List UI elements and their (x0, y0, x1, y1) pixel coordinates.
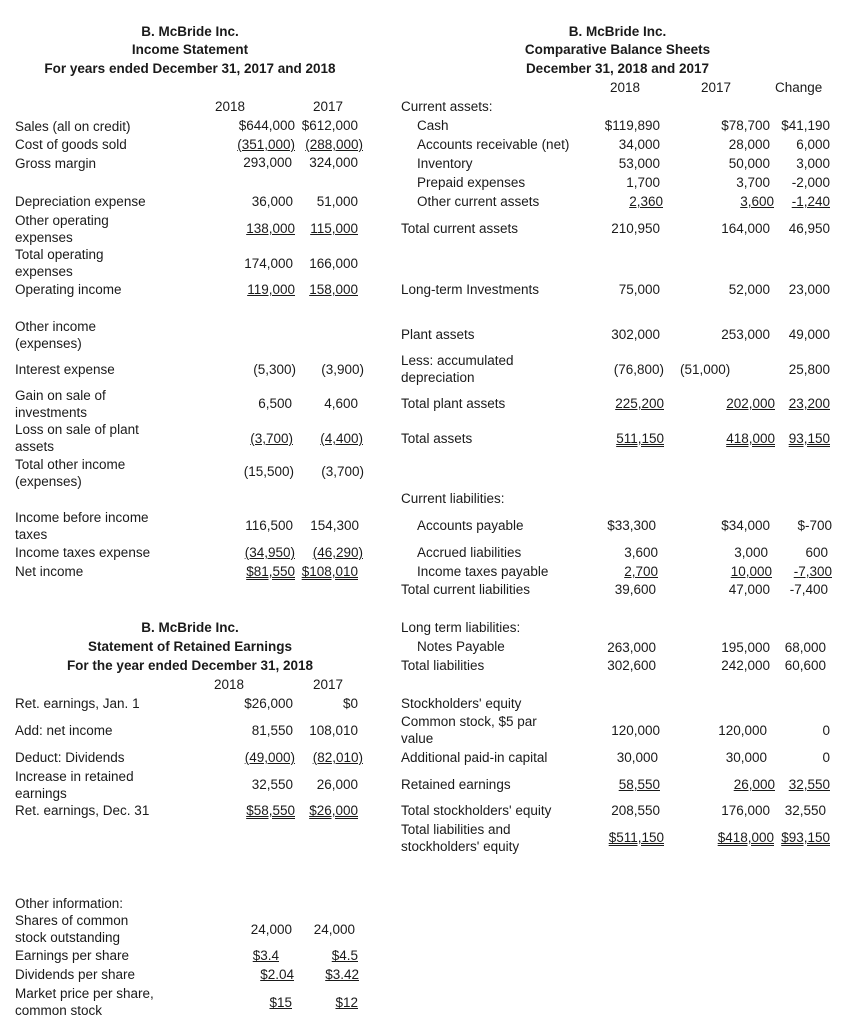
bs-2018-accum-depr: (76,800) (613, 362, 664, 377)
re-period: For the year ended December 31, 2018 (66, 658, 314, 673)
bs-2018-accrued: 3,600 (624, 545, 658, 560)
bs-2017-plant-assets: 253,000 (721, 327, 770, 342)
is-label-depreciation: Depreciation expense (15, 194, 146, 209)
bs-2017-inventory: 50,000 (728, 156, 770, 171)
bs-col-change: Change (775, 80, 823, 95)
oi-label-shares: Shares of common stock outstanding (15, 913, 129, 945)
is-label-total-operating: Total operating expenses (15, 247, 104, 279)
bs-2018-total-current-liab: 39,600 (614, 582, 656, 597)
bs-2018-ap: $33,300 (607, 518, 656, 533)
re-col-2017: 2017 (313, 677, 344, 692)
bs-2018-ar: 34,000 (618, 137, 660, 152)
re-company: B. McBride Inc. (141, 620, 239, 635)
oi-2017-eps: $4.5 (331, 948, 358, 963)
is-2018-total-other: (15,500) (243, 464, 294, 479)
is-2018-interest: (5,300) (253, 362, 296, 377)
bs-2017-lt-investments: 52,000 (728, 282, 770, 297)
bs-label-other-current: Other current assets (417, 194, 540, 209)
re-2017-dividends: (82,010) (312, 750, 363, 765)
bs-label-accrued: Accrued liabilities (417, 545, 522, 560)
bs-change-taxes-payable: -7,300 (793, 564, 832, 579)
bs-change-accrued: 600 (805, 545, 828, 560)
bs-2017-total-liabilities: 242,000 (721, 658, 770, 673)
bs-change-ap: $-700 (797, 518, 832, 533)
bs-2018-retained-earnings: 58,550 (618, 777, 660, 792)
bs-change-total-liabilities: 60,600 (784, 658, 826, 673)
bs-change-total-liab-se: $93,150 (781, 830, 830, 845)
bs-label-total-assets: Total assets (401, 431, 473, 446)
is-label-interest: Interest expense (15, 362, 115, 377)
is-2017-income-before-taxes: 154,300 (310, 518, 359, 533)
is-company: B. McBride Inc. (141, 24, 239, 39)
is-2017-income-taxes: (46,290) (312, 545, 363, 560)
bs-label-ar: Accounts receivable (net) (417, 137, 570, 152)
is-2017-sales: $612,000 (301, 118, 358, 133)
bs-2017-cash: $78,700 (721, 118, 770, 133)
bs-2018-notes-payable: 263,000 (607, 640, 656, 655)
oi-label-dps: Dividends per share (15, 967, 136, 982)
re-2017-dec31: $26,000 (309, 803, 358, 818)
is-2017-depreciation: 51,000 (316, 194, 358, 209)
bs-label-total-current-assets: Total current assets (401, 221, 519, 236)
oi-2018-market-price: $15 (269, 995, 292, 1010)
bs-2018-total-current-assets: 210,950 (611, 221, 660, 236)
re-2017-net-income: 108,010 (309, 723, 358, 738)
re-2018-net-income: 81,550 (251, 723, 293, 738)
is-period: For years ended December 31, 2017 and 2018 (44, 61, 336, 76)
is-2018-other-operating: 138,000 (246, 221, 295, 236)
is-label-operating-income: Operating income (15, 282, 122, 297)
bs-2017-notes-payable: 195,000 (721, 640, 770, 655)
re-2017-increase: 26,000 (316, 777, 358, 792)
bs-change-apic: 0 (822, 750, 830, 765)
bs-label-total-liabilities: Total liabilities (401, 658, 485, 673)
is-label-net-income: Net income (15, 564, 84, 579)
is-2018-operating-income: 119,000 (247, 282, 295, 297)
bs-2017-accrued: 3,000 (734, 545, 768, 560)
oi-2017-market-price: $12 (335, 995, 358, 1010)
is-2018-loss-sale: (3,700) (250, 431, 293, 446)
is-2017-other-operating: 115,000 (310, 221, 358, 236)
is-2017-total-other: (3,700) (321, 464, 364, 479)
is-2017-interest: (3,900) (321, 362, 364, 377)
bs-label-total-current-liab: Total current liabilities (401, 582, 531, 597)
bs-period: December 31, 2018 and 2017 (525, 61, 710, 76)
bs-2018-total-liabilities: 302,600 (607, 658, 656, 673)
re-label-net-income: Add: net income (15, 723, 113, 738)
is-2018-income-before-taxes: 116,500 (245, 518, 293, 533)
oi-2017-shares: 24,000 (313, 922, 355, 937)
is-label-gain-sale: Gain on sale of investments (15, 388, 106, 420)
re-label-dec31: Ret. earnings, Dec. 31 (15, 803, 150, 818)
bs-2018-total-se: 208,550 (611, 803, 660, 818)
bs-col-2018: 2018 (610, 80, 641, 95)
bs-change-plant-assets: 49,000 (788, 327, 830, 342)
bs-2017-taxes-payable: 10,000 (730, 564, 772, 579)
is-label-total-other: Total other income (expenses) (15, 457, 126, 489)
bs-2018-other-current: 2,360 (629, 194, 663, 209)
bs-change-total-plant: 23,200 (788, 396, 830, 411)
bs-2017-other-current: 3,600 (740, 194, 774, 209)
oi-2017-dps: $3.42 (325, 967, 359, 982)
is-col-2017: 2017 (313, 99, 344, 114)
oi-label-market-price: Market price per share, common stock (15, 986, 154, 1018)
bs-label-total-se: Total stockholders' equity (401, 803, 552, 818)
is-label-other-operating: Other operating expenses (15, 213, 109, 245)
bs-label-current-assets: Current assets: (401, 99, 493, 114)
bs-change-total-current-liab: -7,400 (789, 582, 828, 597)
is-2018-income-taxes: (34,950) (244, 545, 295, 560)
bs-2017-ap: $34,000 (721, 518, 770, 533)
re-col-2018: 2018 (214, 677, 245, 692)
is-2017-cogs: (288,000) (305, 137, 363, 152)
bs-2017-total-se: 176,000 (721, 803, 770, 818)
bs-change-accum-depr: 25,800 (788, 362, 830, 377)
bs-change-other-current: -1,240 (791, 194, 830, 209)
bs-2018-apic: 30,000 (616, 750, 658, 765)
bs-label-total-liab-se: Total liabilities and stockholders' equity (401, 822, 520, 854)
bs-label-accum-depr: Less: accumulated depreciation (401, 353, 514, 385)
oi-heading: Other information: (15, 896, 124, 911)
bs-label-se-heading: Stockholders' equity (401, 696, 522, 711)
bs-2017-total-current-liab: 47,000 (728, 582, 770, 597)
is-2018-depreciation: 36,000 (251, 194, 293, 209)
bs-2018-prepaid: 1,700 (626, 175, 660, 190)
re-2017-jan1: $0 (342, 696, 358, 711)
is-label-cogs: Cost of goods sold (15, 137, 127, 152)
bs-2018-plant-assets: 302,000 (611, 327, 660, 342)
bs-label-prepaid: Prepaid expenses (417, 175, 526, 190)
bs-2017-retained-earnings: 26,000 (733, 777, 775, 792)
is-2018-net-income: $81,550 (246, 564, 295, 579)
bs-change-total-se: 32,550 (784, 803, 826, 818)
bs-change-common-stock: 0 (822, 723, 830, 738)
bs-2018-taxes-payable: 2,700 (624, 564, 658, 579)
is-label-gross-margin: Gross margin (15, 156, 97, 171)
bs-label-notes-payable: Notes Payable (417, 639, 505, 654)
is-2017-total-operating: 166,000 (309, 256, 358, 271)
bs-label-lt-liabilities: Long term liabilities: (401, 620, 521, 635)
bs-label-retained-earnings: Retained earnings (401, 777, 511, 792)
is-label-income-before-taxes: Income before income taxes (15, 510, 149, 542)
bs-2018-total-assets: 511,150 (616, 431, 664, 446)
is-title: Income Statement (131, 42, 249, 57)
is-2017-operating-income: 158,000 (309, 282, 358, 297)
bs-label-plant-assets: Plant assets (401, 327, 475, 342)
bs-2018-common-stock: 120,000 (611, 723, 660, 738)
bs-title: Comparative Balance Sheets (524, 42, 711, 57)
bs-label-current-liabilities: Current liabilities: (401, 491, 505, 506)
re-title: Statement of Retained Earnings (87, 639, 293, 654)
bs-change-total-assets: 93,150 (788, 431, 830, 446)
bs-label-apic: Additional paid-in capital (401, 750, 548, 765)
is-label-income-taxes: Income taxes expense (15, 545, 151, 560)
bs-change-notes-payable: 68,000 (784, 640, 826, 655)
bs-label-common-stock: Common stock, $5 par value (401, 714, 537, 746)
bs-2017-ar: 28,000 (728, 137, 770, 152)
is-2018-sales: $644,000 (238, 118, 295, 133)
bs-change-prepaid: -2,000 (791, 175, 830, 190)
is-2018-total-operating: 174,000 (244, 256, 293, 271)
re-2018-dividends: (49,000) (244, 750, 295, 765)
is-label-other-income-heading: Other income (expenses) (15, 319, 97, 351)
re-2018-dec31: $58,550 (246, 803, 295, 818)
is-col-2018: 2018 (215, 99, 246, 114)
is-2018-cogs: (351,000) (237, 137, 295, 152)
is-2017-loss-sale: (4,400) (320, 431, 363, 446)
bs-2017-total-current-assets: 164,000 (721, 221, 770, 236)
bs-label-total-plant: Total plant assets (401, 396, 506, 411)
bs-company: B. McBride Inc. (568, 24, 667, 39)
bs-change-ar: 6,000 (796, 137, 830, 152)
bs-label-cash: Cash (417, 118, 449, 133)
is-label-loss-sale: Loss on sale of plant assets (15, 422, 139, 454)
bs-2018-total-liab-se: $511,150 (608, 830, 664, 845)
re-label-increase: Increase in retained earnings (15, 769, 134, 801)
is-2017-net-income: $108,010 (301, 564, 358, 579)
bs-2018-cash: $119,890 (604, 118, 660, 133)
re-label-jan1: Ret. earnings, Jan. 1 (15, 696, 140, 711)
bs-2018-lt-investments: 75,000 (618, 282, 660, 297)
bs-2017-accum-depr: (51,000) (680, 362, 731, 377)
bs-change-total-current-assets: 46,950 (788, 221, 830, 236)
is-label-sales: Sales (all on credit) (15, 119, 131, 134)
re-2018-increase: 32,550 (251, 777, 293, 792)
bs-2017-total-liab-se: $418,000 (717, 830, 774, 845)
bs-2018-total-plant: 225,200 (615, 396, 664, 411)
bs-2017-apic: 30,000 (725, 750, 767, 765)
bs-change-lt-investments: 23,000 (788, 282, 830, 297)
bs-label-taxes-payable: Income taxes payable (417, 564, 549, 579)
oi-2018-dps: $2.04 (260, 967, 294, 982)
bs-2017-prepaid: 3,700 (736, 175, 770, 190)
bs-col-2017: 2017 (701, 80, 732, 95)
oi-label-eps: Earnings per share (15, 948, 130, 963)
oi-2018-eps: $3.4 (252, 948, 279, 963)
bs-2018-inventory: 53,000 (618, 156, 660, 171)
oi-2018-shares: 24,000 (250, 922, 292, 937)
bs-label-lt-investments: Long-term Investments (401, 282, 540, 297)
bs-change-inventory: 3,000 (796, 156, 830, 171)
bs-2017-total-plant: 202,000 (726, 396, 775, 411)
bs-change-retained-earnings: 32,550 (788, 777, 830, 792)
is-2017-gain-sale: 4,600 (324, 396, 358, 411)
is-2018-gain-sale: 6,500 (258, 396, 292, 411)
re-2018-jan1: $26,000 (244, 696, 293, 711)
re-label-dividends: Deduct: Dividends (15, 750, 125, 765)
is-2017-gross-margin: 324,000 (309, 155, 358, 170)
bs-label-inventory: Inventory (417, 156, 473, 171)
bs-2017-common-stock: 120,000 (718, 723, 767, 738)
bs-label-ap: Accounts payable (417, 518, 524, 533)
bs-change-cash: $41,190 (781, 118, 830, 133)
bs-2017-total-assets: 418,000 (726, 431, 775, 446)
is-2018-gross-margin: 293,000 (243, 155, 292, 170)
